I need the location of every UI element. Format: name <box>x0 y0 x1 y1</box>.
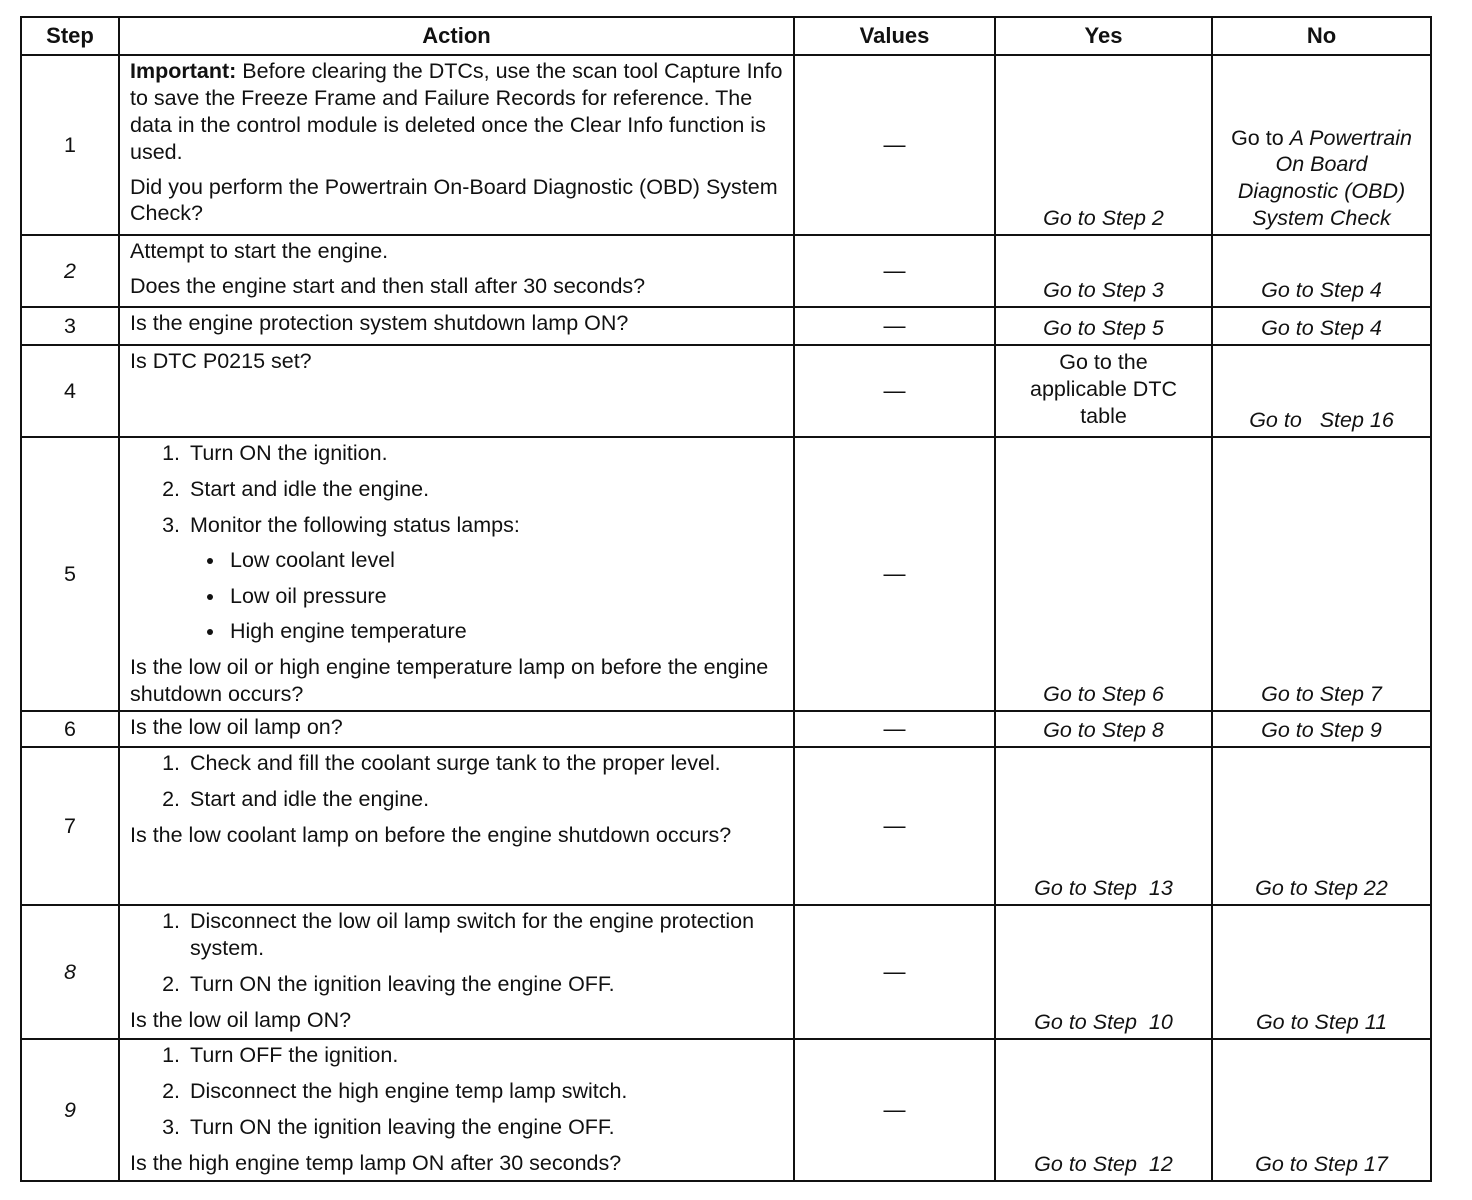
question-text: Did you perform the Powertrain On-Board Diagnostic (OBD) System Check? <box>130 174 778 226</box>
yes-link[interactable]: Go to Step 12 <box>995 1039 1212 1181</box>
table-row <box>21 905 1431 1039</box>
values-cell: — <box>794 437 995 711</box>
important-note <box>130 58 783 166</box>
instruction-list <box>130 440 783 645</box>
values-cell: — <box>794 1039 995 1181</box>
header-step: Step <box>21 17 119 55</box>
action-cell <box>119 55 794 235</box>
values-cell: — <box>794 307 995 345</box>
step-number: 4 <box>21 345 119 437</box>
important-text: Before clearing the DTCs, use the scan tool Capture Info to save the Freeze Frame and Failure Records for reference. The data in the control module is deleted once the Clear Info function is used. <box>130 59 783 164</box>
table-row <box>21 711 1431 747</box>
yes-link[interactable]: Go to Step 13 <box>995 747 1212 905</box>
step-number: 5 <box>21 437 119 711</box>
step-number: 2 <box>21 235 119 307</box>
header-row <box>21 17 1431 55</box>
table-row <box>21 345 1431 437</box>
instruction-item: 2. Start and idle the engine. <box>186 476 783 503</box>
important-label: Important: <box>130 59 237 83</box>
step-number: 3 <box>21 307 119 345</box>
no-link[interactable]: Go to Step 17 <box>1212 1039 1431 1181</box>
instruction-item: 1. Turn OFF the ignition. <box>186 1042 783 1069</box>
no-link[interactable]: Go to Step 16 <box>1212 345 1431 437</box>
diagnostic-table <box>20 16 1432 1182</box>
no-link[interactable]: Go to Step 4 <box>1212 307 1431 345</box>
instruction-item: 1. Disconnect the low oil lamp switch for the engine protection system. <box>186 908 783 962</box>
action-cell <box>119 1039 794 1181</box>
values-cell: — <box>794 345 995 437</box>
yes-link[interactable]: Go to the applicable DTC table <box>995 345 1212 437</box>
no-link[interactable]: Go to Step 22 <box>1212 747 1431 905</box>
bullet-item: • Low oil pressure <box>226 583 783 610</box>
action-text: Attempt to start the engine. <box>130 239 389 263</box>
action-cell <box>119 307 794 345</box>
action-cell <box>119 905 794 1039</box>
action-cell <box>119 747 794 905</box>
header-values: Values <box>794 17 995 55</box>
no-link[interactable] <box>1212 55 1431 235</box>
question-text: Is the engine protection system shutdown lamp ON? <box>130 311 629 335</box>
instruction-item-text: Monitor the following status lamps: <box>190 512 520 537</box>
question-text: Is the low oil lamp on? <box>130 715 343 739</box>
header-no: No <box>1212 17 1431 55</box>
instruction-item: 2. Disconnect the high engine temp lamp switch. <box>186 1078 783 1105</box>
step-number: 7 <box>21 747 119 905</box>
no-link[interactable]: Go to Step 11 <box>1212 905 1431 1039</box>
table-row <box>21 437 1431 711</box>
no-link[interactable]: Go to Step 4 <box>1212 235 1431 307</box>
bullet-item: • Low coolant level <box>226 547 783 574</box>
header-action: Action <box>119 17 794 55</box>
step-number: 6 <box>21 711 119 747</box>
step-number: 8 <box>21 905 119 1039</box>
instruction-list <box>130 750 783 813</box>
yes-link[interactable]: Go to Step 3 <box>995 235 1212 307</box>
question-text: Is the low oil lamp ON? <box>130 1007 352 1032</box>
question-text: Is the low oil or high engine temperature lamp on before the engine shutdown occurs? <box>130 655 769 707</box>
instruction-list <box>130 1042 783 1141</box>
action-cell <box>119 345 794 437</box>
instruction-item: 2. Start and idle the engine. <box>186 786 783 813</box>
yes-link[interactable]: Go to Step 10 <box>995 905 1212 1039</box>
instruction-list <box>130 908 783 998</box>
question-text: Is DTC P0215 set? <box>130 349 312 373</box>
values-cell: — <box>794 747 995 905</box>
table-row <box>21 1039 1431 1181</box>
instruction-item <box>186 512 783 646</box>
status-lamp-list <box>190 547 783 646</box>
instruction-item: 2. Turn ON the ignition leaving the engine OFF. <box>186 971 783 998</box>
step-number: 1 <box>21 55 119 235</box>
header-yes: Yes <box>995 17 1212 55</box>
instruction-item: 3. Turn ON the ignition leaving the engine OFF. <box>186 1114 783 1141</box>
no-link-title: A Powertrain On Board Diagnostic (OBD) System Check <box>1237 125 1412 231</box>
yes-link[interactable]: Go to Step 5 <box>995 307 1212 345</box>
values-cell: — <box>794 55 995 235</box>
step-number: 9 <box>21 1039 119 1181</box>
yes-link[interactable]: Go to Step 6 <box>995 437 1212 711</box>
values-cell: — <box>794 905 995 1039</box>
no-link[interactable]: Go to Step 7 <box>1212 437 1431 711</box>
table-row <box>21 307 1431 345</box>
instruction-item: 1. Turn ON the ignition. <box>186 440 783 467</box>
question-text: Does the engine start and then stall after 30 seconds? <box>130 273 646 298</box>
table-row <box>21 235 1431 307</box>
question-text: Is the high engine temp lamp ON after 30 seconds? <box>130 1150 622 1175</box>
table-row <box>21 747 1431 905</box>
question-text: Is the low coolant lamp on before the engine shutdown occurs? <box>130 822 732 847</box>
values-cell: — <box>794 711 995 747</box>
table-row <box>21 55 1431 235</box>
values-cell: — <box>794 235 995 307</box>
yes-link[interactable]: Go to Step 2 <box>995 55 1212 235</box>
no-link[interactable]: Go to Step 9 <box>1212 711 1431 747</box>
no-prefix: Go to <box>1231 125 1290 150</box>
yes-link[interactable]: Go to Step 8 <box>995 711 1212 747</box>
bullet-item: • High engine temperature <box>226 618 783 645</box>
instruction-item: 1. Check and fill the coolant surge tank to the proper level. <box>186 750 783 777</box>
action-cell <box>119 437 794 711</box>
action-cell <box>119 711 794 747</box>
action-cell <box>119 235 794 307</box>
